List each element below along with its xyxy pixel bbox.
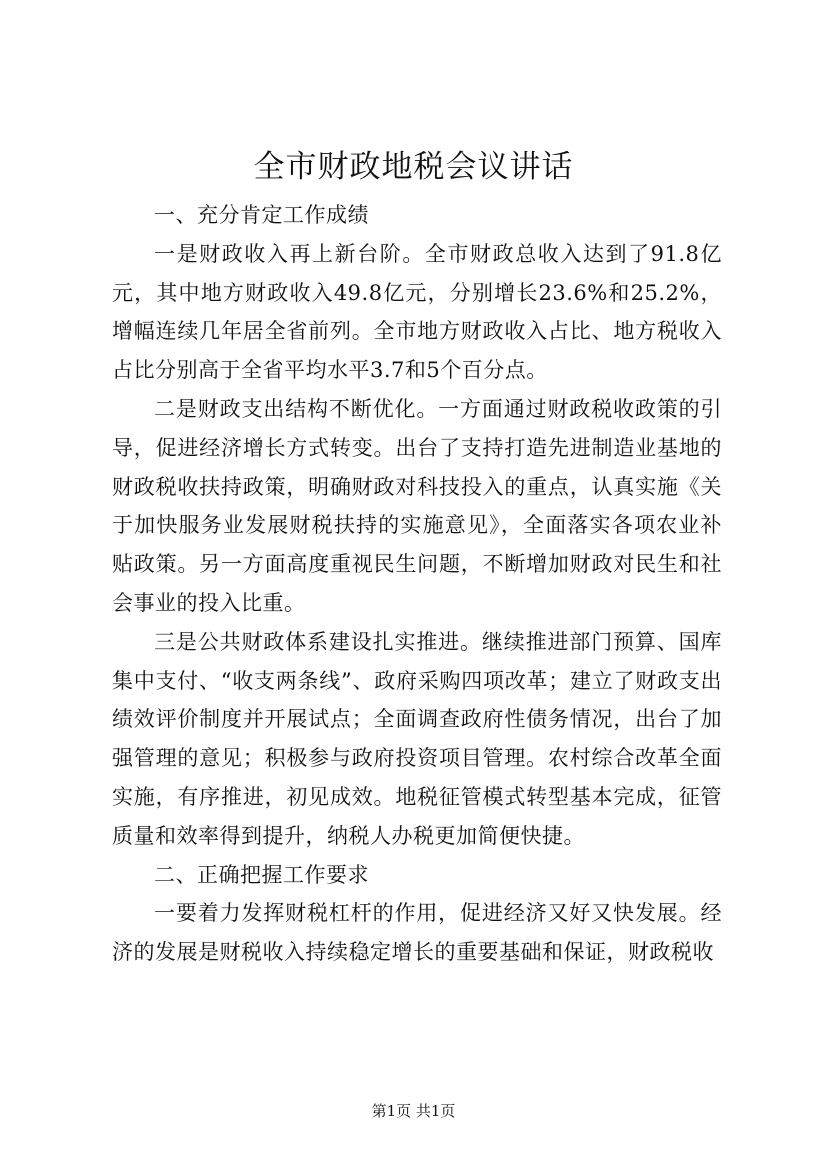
paragraph-revenue: 一是财政收入再上新台阶。全市财政总收入达到了91.8亿元，其中地方财政收入49.8亿元，分别增长23.6%和25.2%，增幅连续几年居全省前列。全市地方财政收入占比、地方税收入占比分别高于全省平均水平3.7和5个百分点。 <box>112 241 722 383</box>
paragraph-leverage: 一要着力发挥财税杠杆的作用，促进经济又好又快发展。经济的发展是财税收入持续稳定增长的重要基础和保证，财政税收 <box>112 901 722 965</box>
section-heading-2: 二、正确把握工作要求 <box>154 862 369 887</box>
section-heading-1: 一、充分肯定工作成绩 <box>154 203 369 227</box>
document-title: 全市财政地税会议讲话 <box>253 149 574 185</box>
paragraph-expenditure: 二是财政支出结构不断优化。一方面通过财政税收政策的引导，促进经济增长方式转变。出台了支持打造先进制造业基地的财政税收扶持政策，明确财政对科技投入的重点，认真实施《关于加快服务业发展财税扶持的实施意见》，全面落实各项农业补贴政策。另一方面高度重视民生问题，不断增加财政对民生和社会事业的投入比重。 <box>112 396 722 615</box>
document-body <box>112 196 722 972</box>
page-footer: 第1页 共1页 <box>371 1102 456 1120</box>
paragraph-public-finance: 三是公共财政体系建设扎实推进。继续推进部门预算、国库集中支付、“收支两条线”、政府采购四项改革；建立了财政支出绩效评价制度并开展试点；全面调查政府性债务情况，出台了加强管理的意见；积极参与政府投资项目管理。农村综合改革全面实施，有序推进，初见成效。地税征管模式转型基本完成，征管质量和效率得到提升，纳税人办税更加简便快捷。 <box>112 629 722 848</box>
